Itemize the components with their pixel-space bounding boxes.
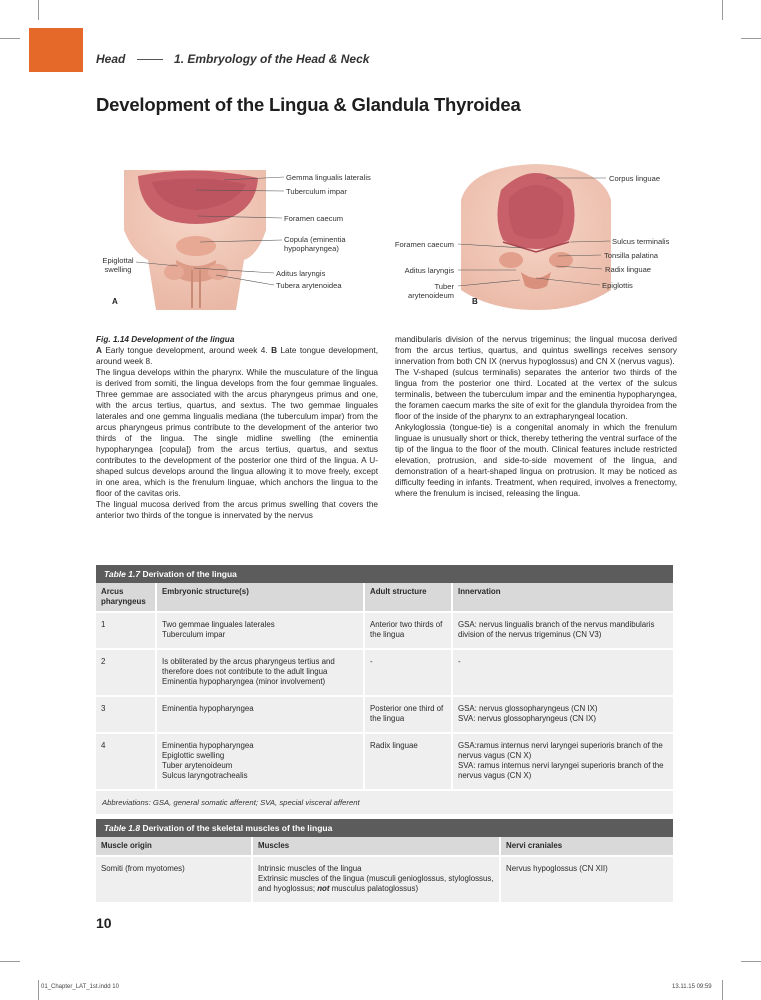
body-paragraph: Ankyloglossia (tongue-tie) is a congenital anomaly in which the frenulum linguae is unusually short or thick, thereby tethering the ventral surface of the tip of the lingua to the floor of the mouth. Clinical features include restricted elevation, protrusion, and side-to-side movement of the lingua, and demonstration of a heart-shaped lingua on protrusion. It may be noticed as difficulty feeding in infants. Treatment, when required, involves a frenectomy, where the frenulum is incised, releasing the lingua. <box>395 423 677 498</box>
label-aditus-laryngis-a: Aditus laryngis <box>276 269 326 278</box>
cell-line: SVA: nervus glossopharyngeus (CN IX) <box>458 714 597 723</box>
crop-mark <box>722 980 723 1000</box>
header-divider <box>137 59 163 60</box>
text-column-left <box>96 334 378 521</box>
cell-line: Eminentia hypopharyngea <box>162 704 254 713</box>
table-abbreviations: Abbreviations: GSA, general somatic afferent; SVA, special visceral afferent <box>96 789 673 814</box>
cell-arcus: 4 <box>96 733 156 789</box>
crop-mark <box>722 0 723 20</box>
cell-embryonic <box>156 649 364 696</box>
panel-letter-b: B <box>472 297 478 306</box>
label-sulcus-terminalis: Sulcus terminalis <box>612 237 670 246</box>
label-epiglottal-swelling <box>96 256 140 274</box>
cell-embryonic <box>156 696 364 733</box>
cell-nerve: Nervus hypoglossus (CN XII) <box>500 856 673 902</box>
crop-mark <box>38 980 39 1000</box>
cell-line: Eminentia hypopharyngea (minor involvement) <box>162 677 326 686</box>
column-header: Adult structure <box>364 583 452 612</box>
label-epiglottal-line1: Epiglottal <box>102 256 134 265</box>
cell-muscle-origin: Somiti (from myotomes) <box>96 856 252 902</box>
column-header: Muscles <box>252 837 500 856</box>
label-tuber-arytenoideum <box>386 282 454 300</box>
label-copula-line1: Copula (eminentia <box>284 235 346 244</box>
label-corpus-linguae: Corpus linguae <box>609 174 661 183</box>
table-title <box>96 819 673 837</box>
caption-title: Fig. 1.14 Development of the lingua <box>96 335 235 344</box>
cell-arcus: 2 <box>96 649 156 696</box>
label-tubera-arytenoidea: Tubera arytenoidea <box>276 281 342 290</box>
running-header-chapter: 1. Embryology of the Head & Neck <box>174 52 370 66</box>
running-header-section: Head <box>96 52 126 66</box>
running-header <box>96 52 369 66</box>
body-paragraph: The lingua develops within the pharynx. While the musculature of the lingua is derived from somiti, the lingua develops from the four gemmae linguales. Three gemmae are associated with the arcus pharyngeus primus and one, with the arcus tertius, quartus, and sextus. The two gemmae linguales laterales and one gemma lingualis mediana (the tuberculum impar) from the arcus pharyngeus primus contribute to the development of the anterior two thirds of the lingua. The single midline swelling (the eminentia hypopharyngea [copula]) from the arcus tertius, quartus, and sextus contributes to the development of the posterior one third of the lingua. A U-shaped sulcus develops around the lingua allowing it to move freely, except in one area, which is the frenulum linguae, which anchors the lingua to the floor of the cavitas oris. <box>96 368 378 498</box>
label-foramen-caecum-a: Foramen caecum <box>284 214 344 223</box>
cell-line: Tuber arytenoideum <box>162 761 233 770</box>
cell-line: Sulcus laryngotrachealis <box>162 771 248 780</box>
crop-mark <box>741 38 761 39</box>
table-1-7 <box>96 565 673 814</box>
cell-line: Is obliterated by the arcus pharyngeus tertius and therefore does not contribute to the adult lingua <box>162 657 335 676</box>
cell-line: Intrinsic muscles of the lingua <box>258 864 362 873</box>
caption-b-letter: B <box>271 346 278 355</box>
crop-mark <box>0 38 20 39</box>
cell-line: Eminentia hypopharyngea <box>162 741 254 750</box>
chapter-tab <box>29 28 83 72</box>
slug-date: 13.11.15 09:59 <box>672 984 712 990</box>
table-title-text: Derivation of the lingua <box>140 569 237 579</box>
text-column-right <box>395 334 677 499</box>
cell-line: Two gemmae linguales laterales <box>162 620 275 629</box>
cell-innervation <box>452 612 673 649</box>
crop-mark <box>0 961 20 962</box>
label-tuberculum-impar: Tuberculum impar <box>286 187 347 196</box>
cell-line <box>258 874 494 894</box>
caption-a-letter: A <box>96 346 102 355</box>
figure-caption <box>96 334 378 367</box>
page-number: 10 <box>96 915 112 931</box>
cell-line: GSA:ramus internus nervi laryngei superioris branch of the nervus vagus (CN X) <box>458 741 663 760</box>
caption-b-text: Late tongue development, around week 8. <box>96 346 379 366</box>
cell-line: GSA: nervus glossopharyngeus (CN IX) <box>458 704 598 713</box>
cell-adult: Anterior two thirds of the lingua <box>364 612 452 649</box>
table-number: Table 1.8 <box>104 823 141 833</box>
cell-adult: Radix linguae <box>364 733 452 789</box>
column-header: Innervation <box>452 583 673 612</box>
table-1-8 <box>96 819 673 902</box>
table-body <box>96 837 673 902</box>
cell-muscles <box>252 856 500 902</box>
slug-file: 01_Chapter_LAT_1st.indd 10 <box>41 984 119 990</box>
label-copula-line2: hypopharyngea) <box>284 244 339 253</box>
label-tuber-line2: arytenoideum <box>407 291 454 300</box>
column-header: Embryonic structure(s) <box>156 583 364 612</box>
cell-innervation <box>452 733 673 789</box>
column-header: Nervi craniales <box>500 837 673 856</box>
label-aditus-laryngis-b: Aditus laryngis <box>404 266 454 275</box>
body-paragraph: The V-shaped (sulcus terminalis) separates the anterior two thirds of the lingua from the posterior one third. Located at the vertex of the sulcus terminalis, between the tuberculum impar and the eminentia hypopharyngea, the foramen caecum marks the site of exit for the glandula thyroidea from the floor of the inside of the pharynx to an extrapharyngeal location. <box>395 368 677 421</box>
label-tonsilla-palatina: Tonsilla palatina <box>604 251 659 260</box>
cell-emphasis: not <box>317 884 330 893</box>
cell-innervation <box>452 649 673 696</box>
figure-1-14 <box>96 160 672 318</box>
table-row <box>96 856 673 902</box>
cell-arcus: 3 <box>96 696 156 733</box>
table-header-row <box>96 837 673 856</box>
cell-line: SVA: ramus internus nervi laryngei superioris branch of the nervus vagus (CN X) <box>458 761 664 780</box>
label-foramen-caecum-b: Foramen caecum <box>394 240 454 249</box>
label-gemma-lingualis-lateralis: Gemma lingualis lateralis <box>286 173 371 182</box>
cell-text: Extrinsic muscles of the lingua (musculi genioglossus, styloglossus, and hyoglossus; <box>258 874 494 893</box>
table-row <box>96 649 673 696</box>
caption-a-text: Early tongue development, around week 4. <box>101 346 272 355</box>
label-epiglottal-line2: swelling <box>104 265 132 274</box>
table-body <box>96 583 673 789</box>
cell-adult: Posterior one third of the lingua <box>364 696 452 733</box>
table-header-row <box>96 583 673 612</box>
table-row <box>96 612 673 649</box>
cell-embryonic <box>156 612 364 649</box>
table-row <box>96 733 673 789</box>
crop-mark <box>38 0 39 20</box>
crop-mark <box>741 961 761 962</box>
column-header: Muscle origin <box>96 837 252 856</box>
table-title-text: Derivation of the skeletal muscles of the lingua <box>140 823 333 833</box>
label-epiglottis: Epiglottis <box>602 281 633 290</box>
column-header: Arcus pharyngeus <box>96 583 156 612</box>
cell-innervation <box>452 696 673 733</box>
label-radix-linguae: Radix linguae <box>605 265 652 274</box>
cell-line: - <box>458 657 461 666</box>
body-paragraph: mandibularis division of the nervus trigeminus; the lingual mucosa derived from the arcus tertius, quartus, and quintus swellings receives sensory innervation from both CN IX (nervus hypoglossus) and CN X (nervus vagus). <box>395 335 677 366</box>
page-title: Development of the Lingua & Glandula Thyroidea <box>96 94 521 115</box>
cell-line: Tuberculum impar <box>162 630 226 639</box>
cell-text: musculus palatoglossus) <box>329 884 419 893</box>
cell-adult: - <box>364 649 452 696</box>
cell-embryonic <box>156 733 364 789</box>
label-copula <box>284 235 346 253</box>
cell-line: Epiglottic swelling <box>162 751 225 760</box>
cell-line: GSA: nervus lingualis branch of the nervus mandibularis division of the nervus trigeminus (CN V3) <box>458 620 655 639</box>
table-number: Table 1.7 <box>104 569 141 579</box>
panel-letter-a: A <box>112 297 118 306</box>
body-paragraph: The lingual mucosa derived from the arcus primus swelling that covers the anterior two thirds of the tongue is innervated by the nervus <box>96 500 378 520</box>
label-tuber-line1: Tuber <box>434 282 454 291</box>
leader-lines <box>96 160 672 318</box>
table-title <box>96 565 673 583</box>
cell-arcus: 1 <box>96 612 156 649</box>
table-row <box>96 696 673 733</box>
